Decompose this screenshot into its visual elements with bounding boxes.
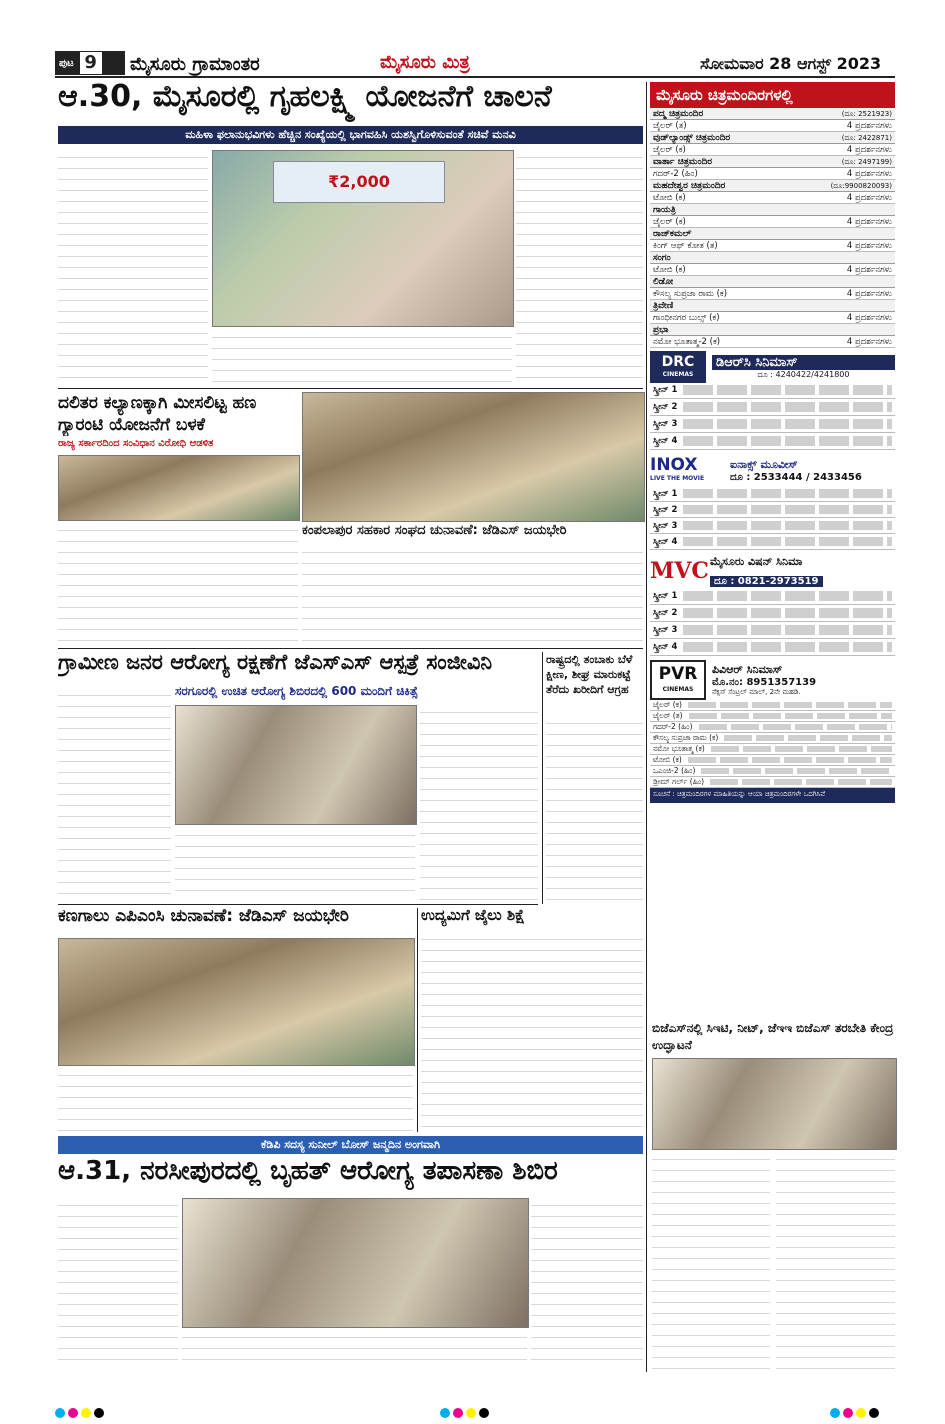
pvr-showtimes (688, 757, 892, 763)
screen-showtimes (683, 419, 892, 429)
show-count: 4 ಪ್ರದರ್ಶನಗಳು (846, 289, 892, 299)
film-title: ಗಾಂಧೀನಗರ ಬುಲ್ಸ್ (ಕ) (653, 313, 720, 323)
story8-headline: ಬಿಜೆಎಸ್‌ನಲ್ಲಿ ಸಿಇಟಿ, ನೀಟ್, ಜೆಇಇ ಬಿಜೆಎಸ್ ತರಬೇತಿ ಕೇಂದ್ರ ಉದ್ಘಾಟನೆ (652, 1021, 894, 1052)
film-title: ಕೌಸಲ್ಯ ಸುಪ್ರಜಾ ರಾಮ (ಕ) (653, 289, 728, 299)
cinema-hall-name (650, 108, 895, 120)
mvc-phone: ದೂ : 0821-2973519 (710, 576, 823, 587)
film-title: ಜೈಲರ್ (ಕ) (653, 700, 682, 709)
film-title: ಒಎಂಜಿ-2 (ಹಿಂ) (653, 766, 696, 775)
pvr-rows (650, 700, 895, 788)
screen-row (650, 639, 895, 656)
hall-name: ಸಂಗಂ (653, 253, 671, 263)
showtime-row (650, 312, 895, 324)
issue-date: ಸೋಮವಾರ 28 ಆಗಸ್ಟ್ 2023 (700, 54, 882, 73)
showtime-row (650, 120, 895, 132)
show-count: 4 ಪ್ರದರ್ಶನಗಳು (846, 193, 892, 203)
registration-dots-center (440, 1403, 492, 1422)
page-label: ಪುಟ (59, 57, 74, 69)
mvc-logo: MVC (650, 558, 709, 584)
screen-row (650, 433, 895, 450)
hall-phone: (ದೂ: 2497199) (841, 158, 892, 166)
hall-name: ರಾಜ್‌ಕಮಲ್ (653, 229, 692, 239)
stage-banner: ₹2,000 (273, 161, 445, 203)
drc-name: ಡಿಆರ್‌ಸಿ ಸಿನಿಮಾಸ್ (712, 355, 895, 370)
pvr-logo: PVR CINEMAS (650, 660, 706, 700)
pvr-showtimes (724, 735, 892, 741)
hall-name: ವಾರ್ತಾ ಚಿತ್ರಮಂದಿರ (653, 157, 713, 167)
story9-body-col3 (531, 1198, 643, 1370)
divider (58, 904, 538, 905)
cinema-hall-name (650, 204, 895, 216)
story8-photo (652, 1058, 897, 1150)
divider (58, 648, 643, 649)
registration-dots-right (830, 1403, 882, 1422)
story1-subhead: ಮಹಿಳಾ ಫಲಾನುಭವಿಗಳು ಹೆಚ್ಚಿನ ಸಂಖ್ಯೆಯಲ್ಲಿ ಭಾಗವಹಿಸಿ ಯಶಸ್ವಿಗೊಳಿಸುವಂತೆ ಸಚಿವೆ ಮನವಿ (58, 126, 643, 144)
pvr-showtimes (688, 702, 892, 708)
show-count: 4 ಪ್ರದರ್ಶನಗಳು (846, 217, 892, 227)
showtime-row (650, 216, 895, 228)
story9-body-col2 (182, 1330, 527, 1370)
pvr-showtimes (710, 779, 892, 785)
pvr-header (650, 660, 895, 700)
pvr-row (650, 777, 895, 788)
screen-showtimes (683, 521, 892, 530)
inox-screens (650, 486, 895, 550)
story4-body-col3 (420, 705, 538, 900)
show-count: 4 ಪ್ರದರ್ಶನಗಳು (846, 265, 892, 275)
pvr-phone: ಮೊ.ನಂ: 8951357139 (712, 677, 817, 688)
pvr-note: ಸೂಚನೆ : ಚಿತ್ರಮಂದಿರಗಳ ಮಾಹಿತಿಯನ್ನು ಆಯಾ ಚಿತ್ರಮಂದಿರಗಳೇ ಒದಗಿಸಿವೆ (650, 788, 895, 803)
screen-row (650, 518, 895, 534)
story6-body (58, 1068, 413, 1132)
story9-headline: ಆ.31, ನರಸೀಪುರದಲ್ಲಿ ಬೃಹತ್ ಆರೋಗ್ಯ ತಪಾಸಣಾ ಶಿಬಿರ (58, 1158, 558, 1186)
inox-name: ಐನಾಕ್ಸ್ ಮೂವೀಸ್ (730, 457, 798, 471)
cinema-hall-name (650, 228, 895, 240)
screen-label: ಸ್ಕ್ರೀನ್ 4 (653, 642, 678, 652)
screen-label: ಸ್ಕ್ರೀನ್ 1 (653, 488, 678, 499)
hall-name: ವುಡ್‌ಲ್ಯಾಂಡ್ಸ್ ಚಿತ್ರಮಂದಿರ (653, 133, 731, 143)
showtime-row (650, 336, 895, 348)
show-count: 4 ಪ್ರದರ್ಶನಗಳು (846, 121, 892, 131)
show-count: 4 ಪ್ರದರ್ಶನಗಳು (846, 337, 892, 347)
showtime-row (650, 264, 895, 276)
screen-label: ಸ್ಕ್ರೀನ್ 4 (653, 436, 678, 446)
story9-photo (182, 1198, 529, 1328)
pvr-address: ನೆಕ್ಸಸ್ ಸೆಂಟ್ರಲ್ ಮಾಲ್, 2ನೇ ಮಹಡಿ. (712, 688, 801, 696)
showtime-row (650, 240, 895, 252)
hall-name: ಲಿಡೋ (653, 277, 674, 287)
cinema-halls (650, 108, 895, 348)
film-title: ಕೌಸಲ್ಯ ಸುಪ್ರಜಾ ರಾಮ (ಕ) (653, 733, 719, 742)
cinema-title: ಮೈಸೂರು ಚಿತ್ರಮಂದಿರಗಳಲ್ಲಿ (650, 82, 895, 108)
screen-showtimes (683, 537, 892, 546)
screen-label: ಸ್ಕ್ರೀನ್ 3 (653, 419, 678, 429)
pvr-name: ಪಿವಿಆರ್ ಸಿನಿಮಾಸ್ (712, 663, 783, 676)
film-title: ಜೈಲರ್ (ತ) (653, 121, 687, 131)
screen-row (650, 416, 895, 433)
screen-row (650, 399, 895, 416)
screen-row (650, 605, 895, 622)
screen-label: ಸ್ಕ್ರೀನ್ 2 (653, 402, 678, 412)
inox-phone: ದೂ : 2533444 / 2433456 (730, 471, 862, 483)
pvr-showtimes (701, 768, 892, 774)
screen-label: ಸ್ಕ್ರೀನ್ 2 (653, 608, 678, 618)
story4-photo (175, 705, 417, 825)
screen-showtimes (683, 385, 892, 395)
film-title: ಕಿಂಗ್ ಆಫ್ ಕೋತ (ತ) (653, 241, 718, 251)
story1-body-col2 (212, 330, 512, 382)
registration-dots-left (55, 1403, 107, 1422)
screen-showtimes (683, 625, 892, 635)
film-title: ಟೋಬಿ (ಕ) (653, 755, 682, 764)
screen-label: ಸ್ಕ್ರೀನ್ 1 (653, 385, 678, 395)
inox-logo: INOX LIVE THE MOVIE (650, 455, 705, 482)
showtime-row (650, 144, 895, 156)
film-title: ಗದರ್-2 (ಹಿಂ) (653, 722, 693, 731)
screen-row (650, 534, 895, 550)
story9-kicker: ಕೆಡಿಪಿ ಸದಸ್ಯ ಸುನೀಲ್ ಬೋಸ್ ಜನ್ಮದಿನ ಅಂಗವಾಗಿ (58, 1136, 643, 1154)
page-number-box (55, 51, 125, 75)
cinema-hall-name (650, 180, 895, 192)
pvr-row (650, 744, 895, 755)
column-rule (646, 82, 647, 1372)
show-count: 4 ಪ್ರದರ್ಶನಗಳು (846, 145, 892, 155)
film-title: ನಮೋ ಭೂತಾತ್ಮ-2 (ಕ) (653, 337, 721, 347)
hall-name: ಗಾಯತ್ರಿ (653, 205, 676, 215)
hall-phone: (ದೂ:9900820093) (830, 182, 892, 190)
screen-showtimes (683, 608, 892, 618)
newspaper-logo: ಮೈಸೂರು ಮಿತ್ರ (380, 52, 470, 73)
hall-name: ತ್ರಿವೇಣಿ (653, 301, 674, 311)
story1-body-col1 (58, 150, 208, 382)
story1-photo (212, 150, 514, 327)
story8-body-col1 (652, 1152, 770, 1370)
screen-showtimes (683, 505, 892, 514)
screen-showtimes (683, 489, 892, 498)
drc-logo: DRC CINEMAS (650, 351, 706, 383)
screen-label: ಸ್ಕ್ರೀನ್ 2 (653, 504, 678, 515)
screen-label: ಸ್ಕ್ರೀನ್ 3 (653, 625, 678, 635)
mvc-screens (650, 588, 895, 656)
story5-headline: ರಾಷ್ಟ್ರದಲ್ಲಿ ತಂಬಾಕು ಬೆಳೆ ಕ್ಷೀಣ, ಶೀಘ್ರ ಮಾರುಕಟ್ಟೆ ತೆರೆದು ಖರೀದಿಗೆ ಆಗ್ರಹ (546, 653, 633, 696)
film-title: ಟೋಬಿ (ಕ) (653, 193, 686, 203)
show-count: 4 ಪ್ರದರ್ಶನಗಳು (846, 313, 892, 323)
screen-row (650, 622, 895, 639)
showtime-row (650, 168, 895, 180)
mvc-name: ಮೈಸೂರು ವಿಷನ್ ಸಿನಿಮಾ (710, 554, 803, 568)
inox-header (650, 454, 895, 486)
story7-headline: ಉದ್ಯಮಿಗೆ ಜೈಲು ಶಿಕ್ಷೆ (421, 908, 525, 924)
story3-headline: ಕಂಪಲಾಪುರ ಸಹಕಾರ ಸಂಘದ ಚುನಾವಣೆ: ಜೆಡಿಎಸ್ ಜಯಭೇರಿ (302, 524, 567, 538)
showtime-row (650, 192, 895, 204)
pvr-showtimes (711, 746, 892, 752)
showtime-row (650, 288, 895, 300)
screen-row (650, 502, 895, 518)
drc-phone: ದೂ : 4240422/4241800 (757, 369, 850, 379)
cinema-hall-name (650, 300, 895, 312)
cinema-hall-name (650, 252, 895, 264)
film-title: ಜೈಲರ್ (ತ) (653, 711, 683, 720)
story8-body-col2 (776, 1152, 895, 1370)
show-count: 4 ಪ್ರದರ್ಶನಗಳು (846, 169, 892, 179)
divider (58, 388, 643, 389)
story6-photo (58, 938, 415, 1066)
hall-phone: (ದೂ: 2422871) (841, 134, 892, 142)
page-number: 9 (80, 52, 102, 74)
column-rule (417, 908, 418, 1132)
pvr-showtimes (689, 713, 892, 719)
story5-body (546, 716, 643, 900)
story1-body-col3 (516, 150, 643, 382)
screen-row (650, 588, 895, 605)
story4-body-col2 (175, 828, 415, 900)
story6-headline: ಕಣಗಾಲು ಎಪಿಎಂಸಿ ಚುನಾವಣೆ: ಜೆಡಿಎಸ್ ಜಯಭೇರಿ (58, 908, 349, 926)
screen-label: ಸ್ಕ್ರೀನ್ 1 (653, 591, 678, 601)
film-title: ಡ್ರೀಮ್ ಗರ್ಲ್ (ಹಿಂ) (653, 777, 705, 786)
film-title: ಜೈಲರ್ (ಕ) (653, 145, 686, 155)
mvc-header (650, 554, 895, 588)
film-title: ಟೋಬಿ (ಕ) (653, 265, 686, 275)
cinema-hall-name (650, 276, 895, 288)
story2-photo (58, 455, 300, 521)
story9-body-col1 (58, 1198, 178, 1370)
story2-subhead: ರಾಜ್ಯ ಸರ್ಕಾರದಿಂದ ಸಂವಿಧಾನ ವಿರೋಧಿ ಆಡಳಿತ (58, 438, 214, 449)
cinema-listing (650, 82, 895, 803)
screen-row (650, 382, 895, 399)
hall-name: ಮಹದೇಶ್ವರ ಚಿತ್ರಮಂದಿರ (653, 181, 726, 191)
drc-screens (650, 382, 895, 450)
screen-showtimes (683, 436, 892, 446)
screen-label: ಸ್ಕ್ರೀನ್ 4 (653, 536, 678, 547)
hall-name: ಪದ್ಮ ಚಿತ್ರಮಂದಿರ (653, 109, 704, 119)
hall-name: ಪ್ರಭಾ (653, 325, 669, 335)
hall-phone: (ದೂ: 2521923) (841, 110, 892, 118)
cinema-hall-name (650, 156, 895, 168)
story3-body (302, 545, 643, 643)
section-title: ಮೈಸೂರು ಗ್ರಾಮಾಂತರ (130, 54, 260, 75)
cinema-hall-name (650, 132, 895, 144)
screen-row (650, 486, 895, 502)
story2-headline: ದಲಿತರ ಕಲ್ಯಾಣಕ್ಕಾಗಿ ಮೀಸಲಿಟ್ಟ ಹಣ ಗ್ಯಾರಂಟಿ ಯೋಜನೆಗೆ ಬಳಕೆ (58, 393, 257, 435)
column-rule (542, 652, 543, 904)
story3-photo (302, 392, 645, 522)
film-title: ಜೈಲರ್ (ಕ) (653, 217, 686, 227)
film-title: ಗದರ್-2 (ಹಿಂ) (653, 169, 698, 179)
show-count: 4 ಪ್ರದರ್ಶನಗಳು (846, 241, 892, 251)
drc-header (650, 352, 895, 382)
pvr-row (650, 700, 895, 711)
film-title: ನಮೋ ಭೂತಾತ್ಮ (ಕ) (653, 744, 705, 753)
story4-headline: ಗ್ರಾಮೀಣ ಜನರ ಆರೋಗ್ಯ ರಕ್ಷಣೆಗೆ ಜೆಎಸ್‌ಎಸ್ ಆಸ್ಪತ್ರೆ ಸಂಜೀವಿನಿ (58, 652, 493, 674)
story2-body (58, 523, 298, 643)
screen-showtimes (683, 642, 892, 652)
story1-headline: ಆ.30, ಮೈಸೂರಲ್ಲಿ ಗೃಹಲಕ್ಷ್ಮಿ ಯೋಜನೆಗೆ ಚಾಲನೆ (58, 82, 552, 114)
story4-subhead: ಸರಗೂರಲ್ಲಿ ಉಚಿತ ಆರೋಗ್ಯ ಶಿಬಿರದಲ್ಲಿ 600 ಮಂದಿಗೆ ಚಿಕಿತ್ಸೆ (175, 684, 418, 698)
cinema-hall-name (650, 324, 895, 336)
screen-label: ಸ್ಕ್ರೀನ್ 3 (653, 520, 678, 531)
screen-showtimes (683, 591, 892, 601)
screen-showtimes (683, 402, 892, 412)
story4-body-col1 (58, 688, 171, 900)
pvr-showtimes (699, 724, 893, 730)
story7-body (421, 932, 643, 1132)
